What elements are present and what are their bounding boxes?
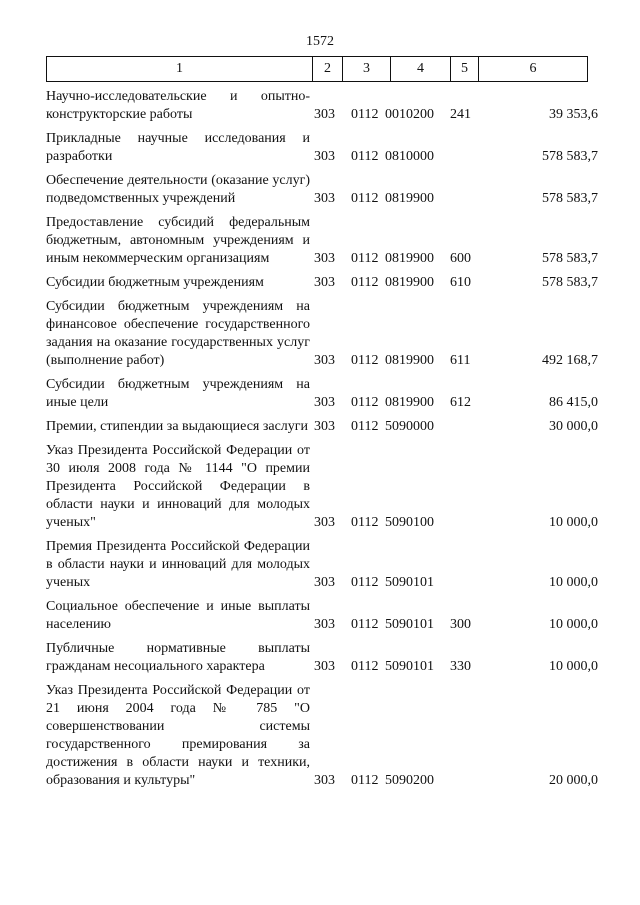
row-subsection: 0112 (351, 353, 379, 368)
row-amount: 492 168,7 (542, 353, 598, 368)
table-header (46, 56, 588, 82)
row-description: Прикладные научные исследования и разработки (46, 131, 310, 164)
row-expense-type: 610 (450, 275, 471, 290)
row-expense-type: 300 (450, 617, 471, 632)
table-row (46, 274, 598, 292)
header-col-4: 4 (391, 57, 451, 81)
row-target-article: 0819900 (385, 191, 434, 206)
row-subsection: 0112 (351, 107, 379, 122)
row-target-article: 0819900 (385, 251, 434, 266)
row-subsection: 0112 (351, 395, 379, 410)
row-expense-type: 330 (450, 659, 471, 674)
row-section: 303 (314, 191, 335, 206)
row-section: 303 (314, 149, 335, 164)
row-subsection: 0112 (351, 251, 379, 266)
header-col-5: 5 (451, 57, 479, 81)
header-col-3: 3 (343, 57, 391, 81)
row-description: Субсидии бюджетным учреждениям (46, 275, 264, 290)
row-subsection: 0112 (351, 659, 379, 674)
table-row (46, 442, 598, 532)
row-target-article: 0819900 (385, 353, 434, 368)
row-subsection: 0112 (351, 275, 379, 290)
header-col-6: 6 (529, 61, 537, 76)
row-subsection: 0112 (351, 515, 379, 530)
row-description: Социальное обеспечение и иные выплаты населению (46, 599, 310, 632)
row-section: 303 (314, 617, 335, 632)
row-subsection: 0112 (351, 419, 379, 434)
page-number: 1572 (306, 34, 334, 49)
row-expense-type: 600 (450, 251, 471, 266)
row-target-article: 5090101 (385, 659, 434, 674)
table-row (46, 298, 598, 370)
row-amount: 578 583,7 (542, 191, 598, 206)
row-target-article: 0810000 (385, 149, 434, 164)
row-subsection: 0112 (351, 191, 379, 206)
row-description: Субсидии бюджетным учреждениям на финансовое обеспечение государственного задания на оказание государственных услуг (выполнение работ) (46, 299, 310, 368)
row-section: 303 (314, 275, 335, 290)
row-description: Указ Президента Российской Федерации от 30 июля 2008 года № 1144 "О премии Президента Российской Федерации в области науки и инноваций для молодых ученых" (46, 443, 310, 530)
row-target-article: 0010200 (385, 107, 434, 122)
row-section: 303 (314, 575, 335, 590)
header-col-2: 2 (313, 57, 343, 81)
table-row (46, 88, 598, 124)
row-subsection: 0112 (351, 149, 379, 164)
row-description: Субсидии бюджетным учреждениям на иные цели (46, 377, 310, 410)
table-row (46, 130, 598, 166)
row-description: Указ Президента Российской Федерации от 21 июня 2004 года № 785 "О совершенствовании системы государственного премирования за достижения в области науки и техники, образования и культуры" (46, 683, 310, 788)
row-target-article: 5090000 (385, 419, 434, 434)
row-amount: 578 583,7 (542, 149, 598, 164)
row-amount: 20 000,0 (549, 773, 598, 788)
row-amount: 578 583,7 (542, 251, 598, 266)
table-row (46, 214, 598, 268)
row-section: 303 (314, 419, 335, 434)
row-expense-type: 612 (450, 395, 471, 410)
row-section: 303 (314, 515, 335, 530)
row-section: 303 (314, 773, 335, 788)
row-amount: 86 415,0 (549, 395, 598, 410)
row-description: Премии, стипендии за выдающиеся заслуги (46, 419, 309, 434)
table-row (46, 682, 598, 790)
row-target-article: 0819900 (385, 395, 434, 410)
row-description: Премия Президента Российской Федерации в области науки и инноваций для молодых ученых (46, 539, 310, 590)
row-expense-type: 611 (450, 353, 471, 368)
table-row (46, 598, 598, 634)
row-amount: 10 000,0 (549, 575, 598, 590)
row-section: 303 (314, 353, 335, 368)
row-amount: 10 000,0 (549, 515, 598, 530)
table-row (46, 418, 598, 436)
header-col-1: 1 (47, 57, 313, 81)
row-amount: 578 583,7 (542, 275, 598, 290)
row-amount: 39 353,6 (549, 107, 598, 122)
row-target-article: 5090101 (385, 575, 434, 590)
row-subsection: 0112 (351, 617, 379, 632)
row-section: 303 (314, 395, 335, 410)
table-row (46, 538, 598, 592)
table-row (46, 172, 598, 208)
row-amount: 10 000,0 (549, 659, 598, 674)
row-subsection: 0112 (351, 575, 379, 590)
row-description: Обеспечение деятельности (оказание услуг) подведомственных учреждений (46, 173, 310, 206)
table-row (46, 376, 598, 412)
row-amount: 10 000,0 (549, 617, 598, 632)
row-description: Предоставление субсидий федеральным бюджетным, автономным учреждениям и иным некоммерческим организациям (46, 215, 310, 266)
row-section: 303 (314, 107, 335, 122)
row-expense-type: 241 (450, 107, 471, 122)
row-section: 303 (314, 251, 335, 266)
row-target-article: 0819900 (385, 275, 434, 290)
table-row (46, 640, 598, 676)
row-target-article: 5090200 (385, 773, 434, 788)
row-section: 303 (314, 659, 335, 674)
row-amount: 30 000,0 (549, 419, 598, 434)
table-body (46, 88, 598, 790)
row-target-article: 5090100 (385, 515, 434, 530)
row-description: Научно-исследовательские и опытно-конструкторские работы (46, 89, 310, 122)
row-subsection: 0112 (351, 773, 379, 788)
row-target-article: 5090101 (385, 617, 434, 632)
row-description: Публичные нормативные выплаты гражданам несоциального характера (46, 641, 310, 674)
